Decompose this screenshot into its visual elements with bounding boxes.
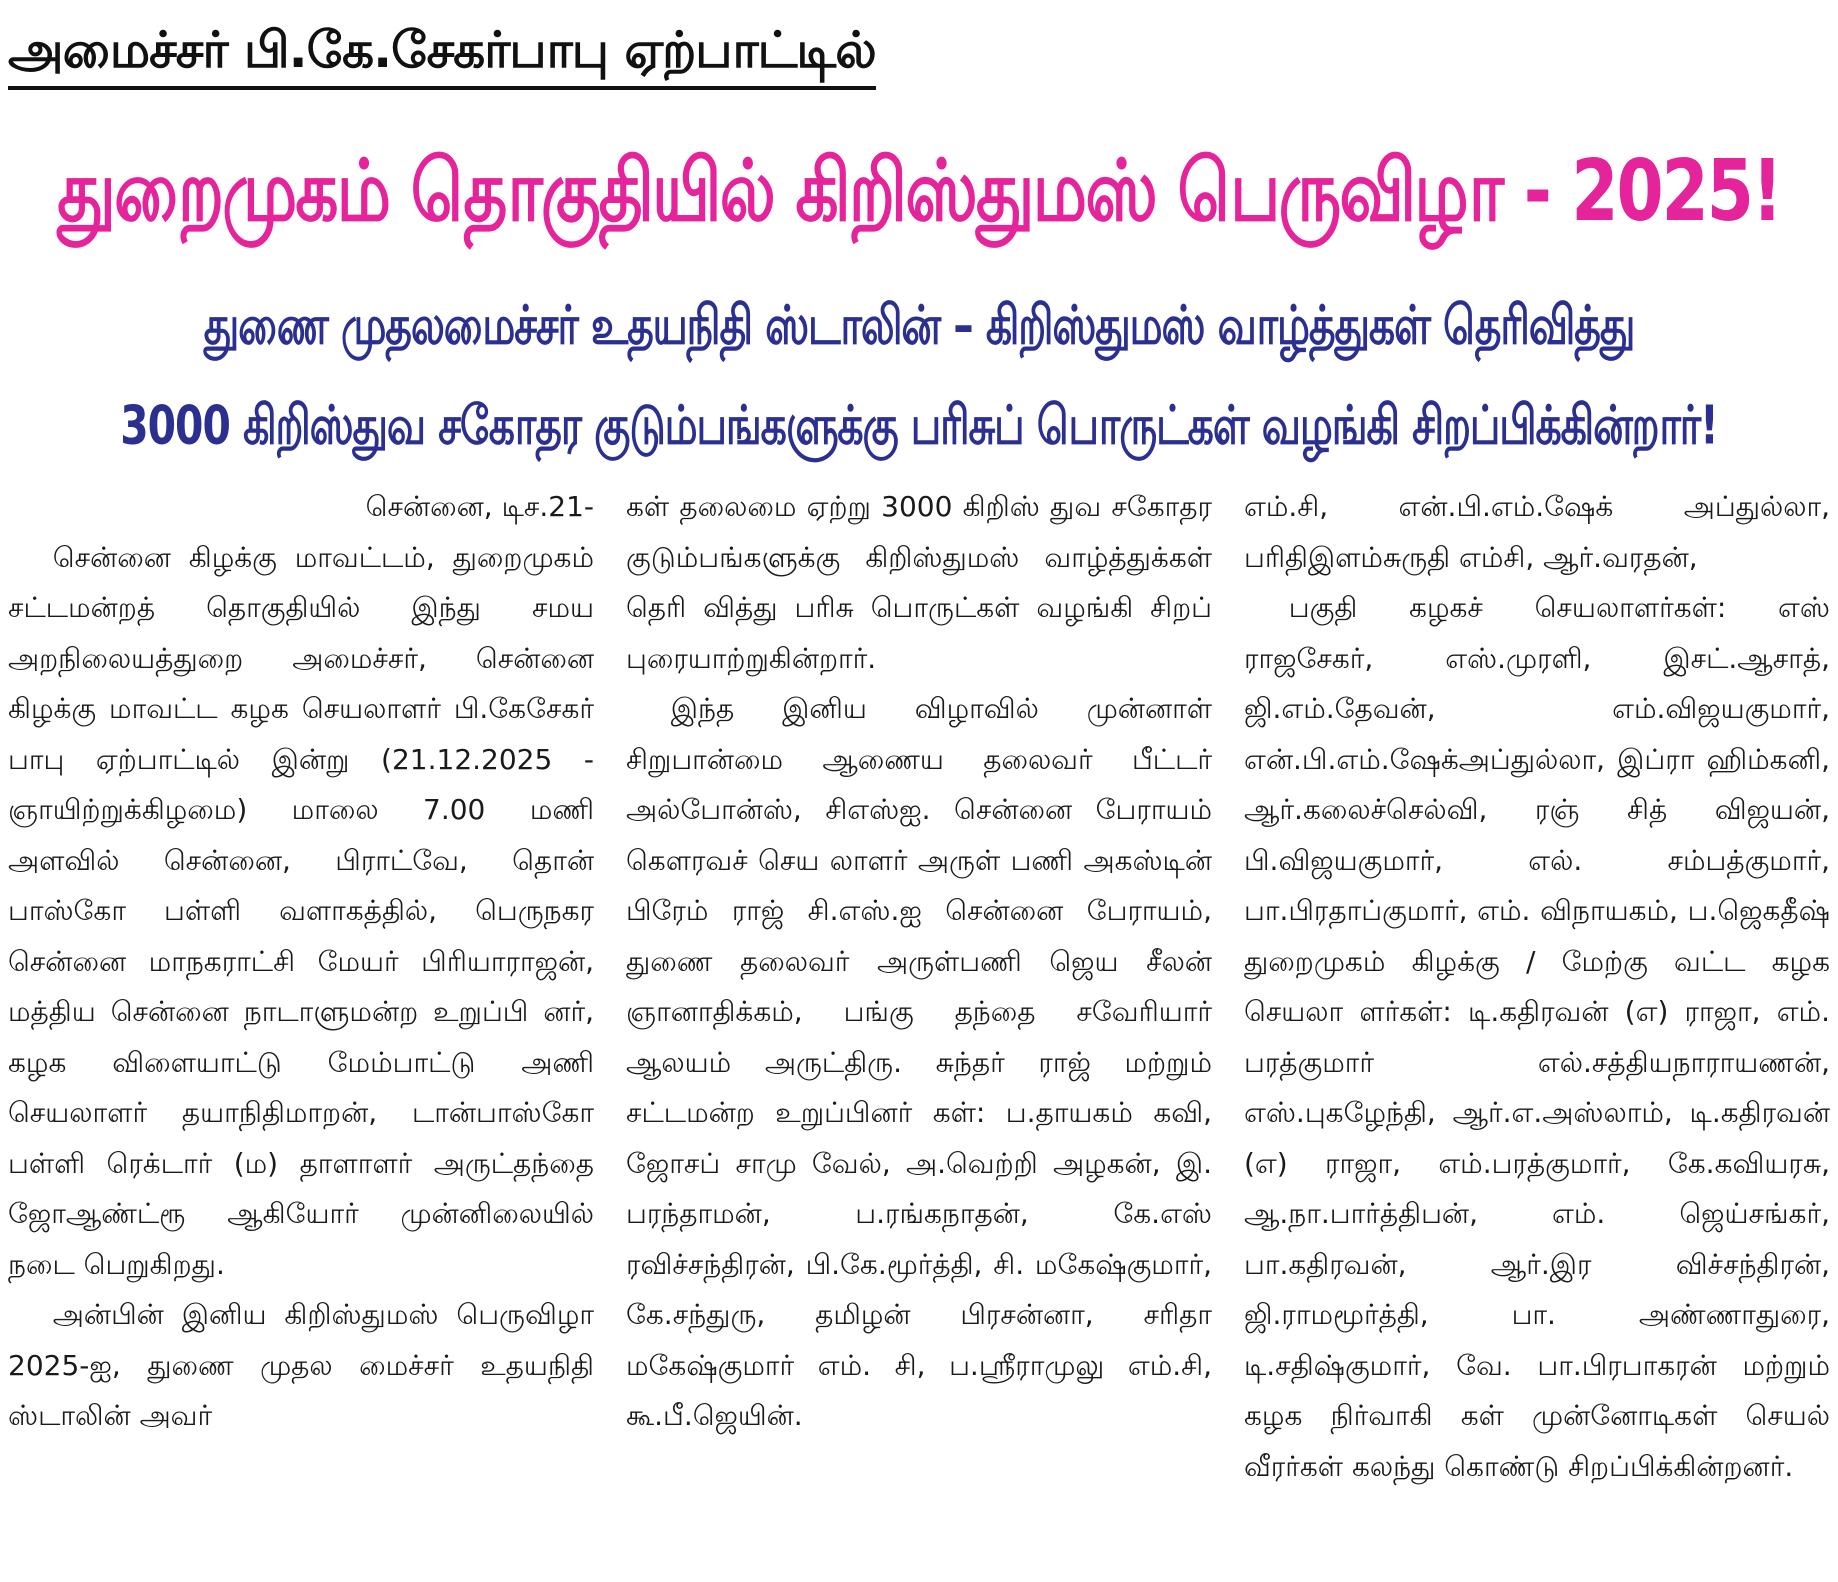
subheadline-line-2: 3000 கிறிஸ்துவ சகோதர குடும்பங்களுக்கு பரிசுப் பொருட்கள் வழங்கி சிறப்பிக்கின்றார்! xyxy=(120,394,1718,457)
article-body xyxy=(8,482,1830,1582)
article-paragraph: பகுதி கழகச் செயலாளர்கள்: எஸ் ராஜசேகர், எஸ்.முரளி, இசட்.ஆசாத், ஜி.எம்.தேவன், எம்.விஜயகுமார், என்.பி.எம்.ஷேக்அப்துல்லா, இப்ரா ஹிம்கனி, ஆர்.கலைச்செல்வி, ரஞ் சித் விஜயன், பி.விஜயகுமார், எல். சம்பத்குமார், பா.பிரதாப்குமார், எம். விநாயகம், ப.ஜெகதீஷ் துறைமுகம் கிழக்கு / மேற்கு வட்ட கழக செயலா ளர்கள்: டி.கதிரவன் (எ) ராஜா, எம். பரத்குமார் எல்.சத்தியநாராயணன், எஸ்.புகழேந்தி, ஆர்.எ.அஸ்லாம், டி.கதிரவன் (எ) ராஜா, எம்.பரத்குமார், கே.கவியரசு, ஆ.நா.பார்த்திபன், எம். ஜெய்சங்கர், பா.கதிரவன், ஆர்.இர விச்சந்திரன், ஜி.ராமமூர்த்தி, பா. அண்ணாதுரை, டி.சதிஷ்குமார், வே. பா.பிரபாகரன் மற்றும் கழக நிர்வாகி கள் முன்னோடிகள் செயல் வீரர்கள் கலந்து கொண்டு சிறப்பிக்கின்றனர். xyxy=(1244,591,1830,1483)
article-paragraph: கள் தலைமை ஏற்று 3000 கிறிஸ் துவ சகோதர குடும்பங்களுக்கு கிறிஸ்துமஸ் வாழ்த்துக்கள் தெரி வித்து பரிசு பொருட்கள் வழங்கி சிறப் புரையாற்றுகின்றார். xyxy=(626,490,1212,675)
article-column-2 xyxy=(626,482,1212,1582)
article-paragraph: சென்னை கிழக்கு மாவட்டம், துறைமுகம் சட்டமன்றத் தொகுதியில் இந்து சமய அறநிலையத்துறை அமைச்சர், சென்னை கிழக்கு மாவட்ட கழக செயலாளர் பி.கேசேகர் பாபு ஏற்பாட்டில் இன்று (21.12.2025 - ஞாயிற்றுக்கிழமை) மாலை 7.00 மணி அளவில் சென்னை, பிராட்வே, தொன் பாஸ்கோ பள்ளி வளாகத்தில், பெருநகர சென்னை மாநகராட்சி மேயர் பிரியாராஜன், மத்திய சென்னை நாடாளுமன்ற உறுப்பி னர், கழக விளையாட்டு மேம்பாட்டு அணி செயலாளர் தயாநிதிமாறன், டான்பாஸ்கோ பள்ளி ரெக்டார் (ம) தாளாளர் அருட்தந்தை ஜோஆண்ட்ரூ ஆகியோர் முன்னிலையில் நடை பெறுகிறது. xyxy=(8,540,594,1281)
subheadline-line-1: துணை முதலமைச்சர் உதயநிதி ஸ்டாலின் – கிறிஸ்துமஸ் வாழ்த்துகள் தெரிவித்து xyxy=(203,294,1635,357)
dateline: சென்னை, டிச.21- xyxy=(365,490,594,523)
article-paragraph: இந்த இனிய விழாவில் முன்னாள் சிறுபான்மை ஆணைய தலைவர் பீட்டர் அல்போன்ஸ், சிஎஸ்ஐ. சென்னை பேராயம் கௌரவச் செய லாளர் அருள் பணி அகஸ்டின் பிரேம் ராஜ் சி.எஸ்.ஐ சென்னை பேராயம், துணை தலைவர் அருள்பணி ஜெய சீலன் ஞானாதிக்கம், பங்கு தந்தை சவேரியார் ஆலயம் அருட்திரு. சுந்தர் ராஜ் மற்றும் சட்டமன்ற உறுப்பினர் கள்: ப.தாயகம் கவி, ஜோசப் சாமு வேல், அ.வெற்றி அழகன், இ. பரந்தாமன், ப.ரங்கநாதன், கே.எஸ் ரவிச்சந்திரன், பி.கே.மூர்த்தி, சி. மகேஷ்குமார், கே.சந்துரு, தமிழன் பிரசன்னா, சரிதா மகேஷ்குமார் எம். சி, ப.ஸ்ரீராமுலு எம்.சி, கூ.பீ.ஜெயின். xyxy=(626,692,1212,1432)
main-headline: துறைமுகம் தொகுதியில் கிறிஸ்துமஸ் பெருவிழா - 2025! xyxy=(57,142,1781,242)
article-paragraph: எம்.சி, என்.பி.எம்.ஷேக் அப்துல்லா, பரிதிஇளம்சுருதி எம்சி, ஆர்.வரதன், xyxy=(1244,490,1830,574)
kicker-container xyxy=(8,18,876,90)
kicker-headline: அமைச்சர் பி.கே.சேகர்பாபு ஏற்பாட்டில் xyxy=(8,18,876,90)
article-paragraph: அன்பின் இனிய கிறிஸ்துமஸ் பெருவிழா 2025-ஐ, துணை முதல மைச்சர் உதயநிதி ஸ்டாலின் அவர் xyxy=(8,1298,594,1432)
article-column-3 xyxy=(1244,482,1830,1582)
article-column-1 xyxy=(8,482,594,1582)
